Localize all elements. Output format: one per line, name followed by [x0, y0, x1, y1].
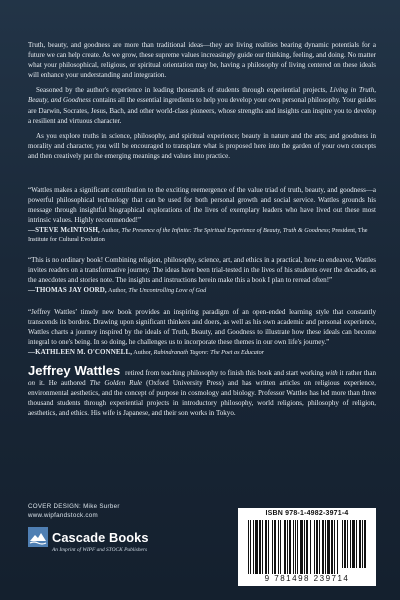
- barcode-bar: [350, 520, 351, 568]
- barcode-bar: [268, 520, 269, 574]
- barcode-bar: [314, 520, 315, 574]
- price-addon-bars: [342, 520, 370, 568]
- endorsement-text: “Wattles makes a significant contribution to the exciting reemergence of the value triad of truth, beauty, and goodness—a powerful philosophical technology that can be used for both personal growth and social service. Wattles grounds his message through insightful biographical explorations of the lives of exemplary leaders who have lived out these most intrinsic values. Highly recommended!”: [28, 186, 376, 224]
- author-name: Jeffrey Wattles: [28, 363, 121, 378]
- intro-paragraph-3: As you explore truths in science, philosophy, and spiritual experience; beauty in nature and the arts; and goodness in morality and character, you will be encouraged to transplant what is proposed here into the garden of your own concepts and then creatively put the emerging meanings and values into practice.: [28, 131, 376, 160]
- barcode-bar: [297, 520, 298, 574]
- barcode-bar: [250, 520, 251, 574]
- endorsement-text: “This is no ordinary book! Combining religion, philosophy, science, art, and ethics in a practical, how-to endeavor, Wattles invites readers on a transformative journey. The ideas have been trial-tested in the lives of his students over the decades, as the anecdotes and stories note. The insights and instructions herein make this a book I plan to reread often!”: [28, 256, 376, 284]
- barcode-bar: [278, 520, 279, 574]
- barcode-bar: [265, 520, 267, 574]
- barcode-bar: [284, 520, 286, 574]
- barcode-bar: [293, 520, 294, 574]
- intro-paragraph-1: Truth, beauty, and goodness are more than traditional ideas—they are living realities bearing dynamic potentials for a future we can help create. As we grow, these supreme values increasingly guide our thinking, feeling, and doing. No matter what your philosophical, religious, or spiritual orientation may be, having a philosophy of living centered on these ideals will enhance your understanding and integration.: [28, 41, 376, 80]
- barcode-bar: [322, 520, 324, 574]
- barcode-bar: [316, 520, 318, 574]
- barcode-bar: [359, 520, 361, 568]
- barcode-bar: [287, 520, 288, 574]
- barcode-bar: [248, 520, 249, 574]
- publisher-logo: [28, 527, 168, 553]
- barcode-bar: [274, 520, 276, 574]
- barcode-bar: [289, 520, 291, 574]
- barcode-bar: [342, 520, 343, 568]
- isbn-digits: 9 781498 239714: [264, 574, 350, 583]
- barcode: [238, 508, 376, 586]
- barcode-bar: [253, 520, 254, 574]
- barcode-bar: [259, 520, 261, 574]
- barcode-bar: [327, 520, 330, 574]
- isbn-label: ISBN 978-1-4982-3971-4: [265, 510, 349, 517]
- barcode-bar: [280, 520, 281, 574]
- endorsement-attribution: —KATHLEEN M. O'CONNELL, Author, Rabindranath Tagore: The Poet as Educator: [28, 347, 265, 356]
- barcode-bar: [334, 520, 335, 574]
- endorsement: [28, 307, 376, 358]
- ean-barcode-bars: [248, 520, 338, 574]
- credits: [28, 502, 120, 520]
- endorsement-attribution: —THOMAS JAY OORD, Author, The Uncontrolling Love of God: [28, 286, 207, 294]
- barcode-bar: [255, 520, 258, 574]
- barcode-bar: [344, 520, 346, 568]
- barcode-bar: [352, 520, 355, 568]
- barcode-bar: [272, 520, 273, 574]
- barcode-bar: [337, 520, 338, 574]
- barcode-bar: [295, 520, 296, 574]
- barcode-bar: [319, 520, 320, 574]
- endorsement-text: “Jeffrey Wattles’ timely new book provides an inspiring paradigm of an open-ended learning style that constantly transcends its borders. Drawing upon significant thinkers and doers, as well as his own academic and personal experience, Wattles charts a journey inspired by the ideals of Truth, Beauty, and Goodness to illustrate how these ideals can become integral to one's being. In so doing, he challenges us to incorporate these themes in our own life's journey.”: [28, 307, 376, 346]
- cover-design-credit: COVER DESIGN: Mike Surber: [28, 503, 120, 510]
- book-title: Living in Truth, Beauty, and Goodness: [28, 86, 376, 105]
- barcode-bar: [362, 520, 363, 568]
- barcode-bar: [300, 520, 303, 574]
- barcode-bar: [364, 520, 366, 568]
- publisher-tagline: An Imprint of WIPF and STOCK Publishers: [52, 547, 148, 553]
- publisher-url: www.wipfandstock.com: [28, 512, 98, 519]
- author-bio: Jeffrey Wattles retired from teaching philosophy to finish this book and start working with it rather than on it. He authored The Golden Rule (Oxford University Press) and has written articles on religious experience, environmental aesthetics, and the concept of purpose in cosmology and biology. Professor Wattles has led more than three thousand students through experiential projects in introductory philosophy, world religions, philosophy of religion, aesthetics, and ethics. His wife is Japanese, and their son works in Tokyo.: [28, 363, 377, 417]
- barcode-bar: [306, 520, 308, 574]
- publisher-name: Cascade Books: [52, 529, 149, 545]
- barcode-bar: [356, 520, 357, 568]
- barcode-bar: [331, 520, 333, 574]
- intro-text: [28, 40, 376, 166]
- endorsements: [28, 185, 376, 368]
- cascade-logo-icon: [28, 527, 48, 547]
- barcode-bar: [310, 520, 311, 574]
- barcode-bar: [262, 520, 263, 574]
- barcode-bar: [304, 520, 305, 574]
- barcode-bar: [347, 520, 348, 568]
- intro-paragraph-2: Seasoned by the author's experience in leading thousands of students through experiential projects, Living in Truth, Beauty, and Goodness contains all the essential ingredients to help you develop your own personal philosophy. Your guides are Darwin, Socrates, Jesus, Bach, and other world-class pioneers, whose strengths and insights can inspire you to develop a resilient and virtuous character.: [28, 86, 376, 125]
- endorsement-attribution: —STEVE McINTOSH, Author, The Presence of the Infinite: The Spiritual Experience of Beauty, Truth & Goodness; President, The Institute for Cultural Evolution: [28, 226, 368, 243]
- endorsement: [28, 255, 376, 296]
- endorsement: [28, 185, 376, 244]
- barcode-bar: [325, 520, 326, 574]
